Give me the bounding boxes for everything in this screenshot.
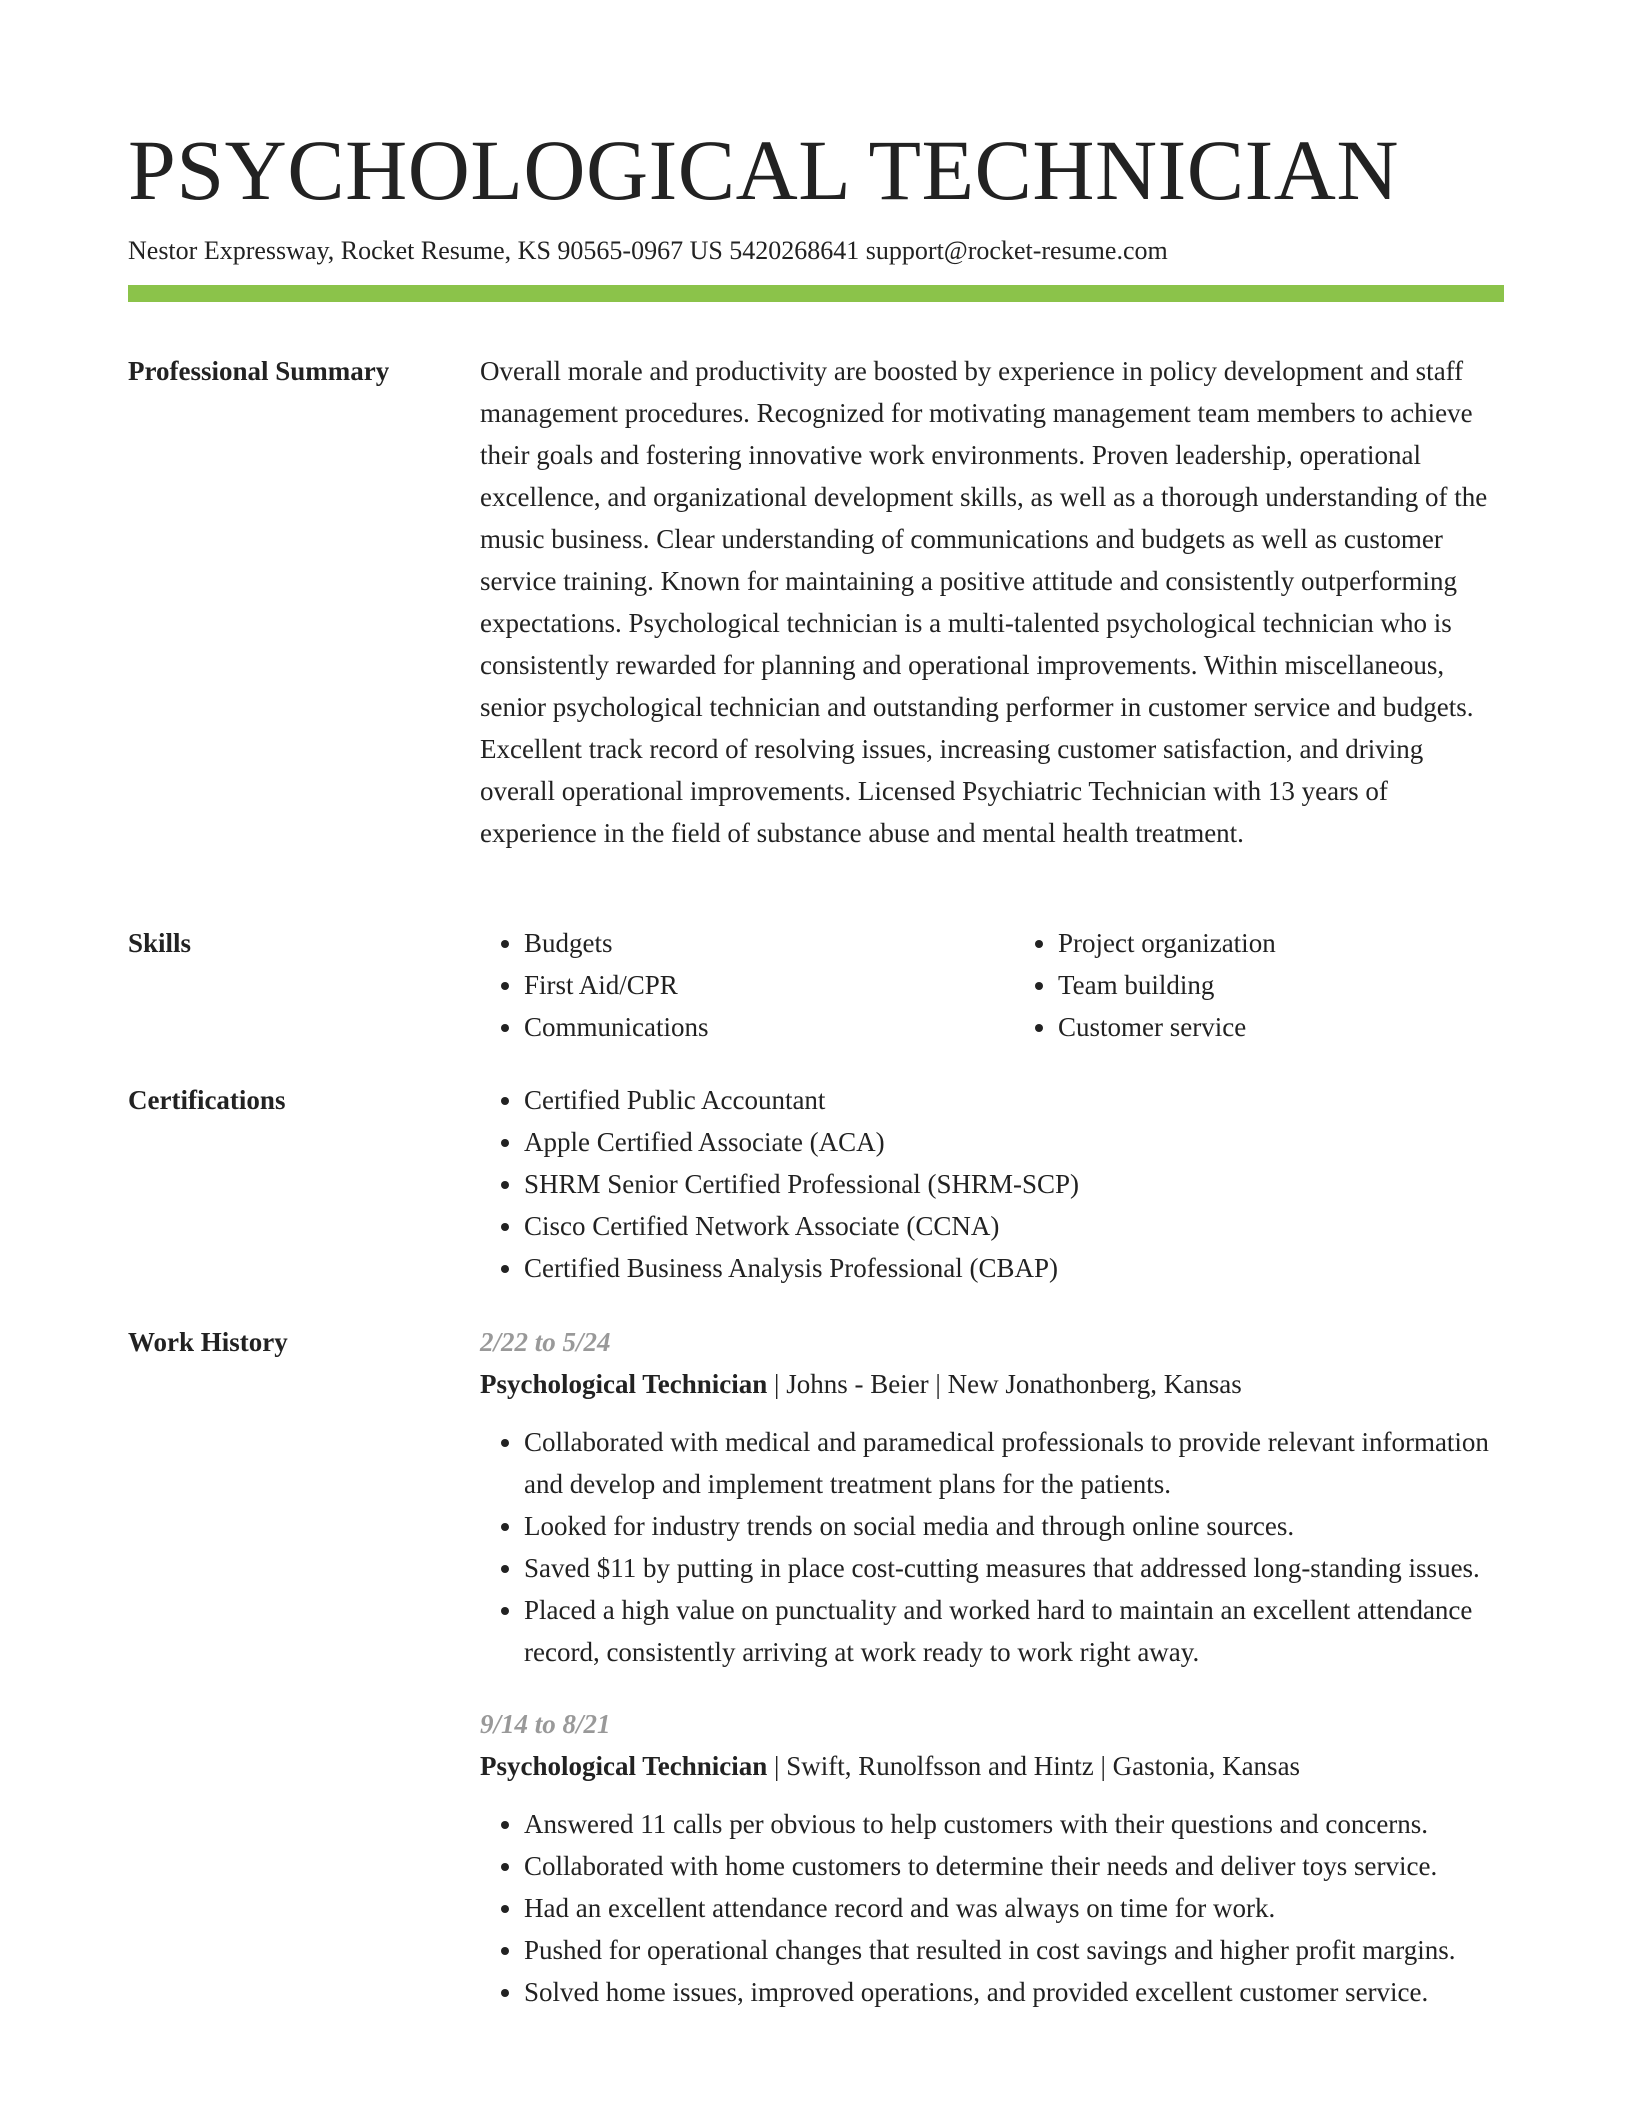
job-bullet: • Solved home issues, improved operations, and provided excellent customer service. bbox=[524, 1971, 1504, 2013]
resume-header bbox=[128, 118, 1504, 268]
job-bullet: • Placed a high value on punctuality and worked hard to maintain an excellent attendance record, consistently arriving at work ready to work right away. bbox=[524, 1589, 1504, 1673]
job-bullets bbox=[480, 1421, 1504, 1673]
job-dates: 9/14 to 8/21 bbox=[480, 1709, 611, 1739]
job-heading bbox=[480, 1745, 1504, 1787]
section-label-certifications: Certifications bbox=[128, 1085, 286, 1115]
job-dates: 2/22 to 5/24 bbox=[480, 1327, 611, 1357]
job-heading bbox=[480, 1363, 1504, 1405]
job-bullet: • Pushed for operational changes that resulted in cost savings and higher profit margins. bbox=[524, 1929, 1504, 1971]
certification-item: • Apple Certified Associate (ACA) bbox=[524, 1121, 1504, 1163]
accent-divider bbox=[128, 285, 1504, 302]
job-bullet: • Had an excellent attendance record and was always on time for work. bbox=[524, 1887, 1504, 1929]
summary-body bbox=[480, 350, 1504, 854]
certification-item: • Certified Public Accountant bbox=[524, 1079, 1504, 1121]
job-entry bbox=[480, 1703, 1504, 2013]
summary-text: Overall morale and productivity are boosted by experience in policy development and staff management procedures. Recognized for motivating management team members to achieve their goals and fostering innovative work environments. Proven leadership, operational excellence, and organizational development skills, as well as a thorough understanding of the music business. Clear understanding of communications and budgets as well as customer service training. Known for maintaining a positive attitude and consistently outperforming expectations. Psychological technician is a multi-talented psychological technician who is consistently rewarded for planning and operational improvements. Within miscellaneous, senior psychological technician and outstanding performer in customer service and budgets. Excellent track record of resolving issues, increasing customer satisfaction, and driving overall operational improvements. Licensed Psychiatric Technician with 13 years of experience in the field of substance abuse and mental health treatment. bbox=[480, 356, 1488, 848]
job-bullet: • Collaborated with medical and paramedical professionals to provide relevant information and develop and implement treatment plans for the patients. bbox=[524, 1421, 1504, 1505]
job-bullet: • Looked for industry trends on social media and through online sources. bbox=[524, 1505, 1504, 1547]
skill-item: • Team building bbox=[1058, 964, 1504, 1006]
skill-item: • Project organization bbox=[1058, 922, 1504, 964]
job-entry bbox=[480, 1321, 1504, 1673]
job-bullet: • Answered 11 calls per obvious to help customers with their questions and concerns. bbox=[524, 1803, 1504, 1845]
certification-item: • Certified Business Analysis Professional (CBAP) bbox=[524, 1247, 1504, 1289]
certifications-list bbox=[480, 1079, 1504, 1289]
skill-item: • Budgets bbox=[524, 922, 970, 964]
job-bullets bbox=[480, 1803, 1504, 2013]
skill-item: • Communications bbox=[524, 1006, 970, 1048]
contact-line: Nestor Expressway, Rocket Resume, KS 90565-0967 US 5420268641 support@rocket-resume.com bbox=[128, 236, 1168, 265]
section-label-summary: Professional Summary bbox=[128, 356, 390, 386]
skills-body bbox=[480, 922, 1504, 1048]
job-employer-location: | Johns - Beier | New Jonathonberg, Kansas bbox=[767, 1369, 1242, 1399]
skill-item: • First Aid/CPR bbox=[524, 964, 970, 1006]
job-role: Psychological Technician bbox=[480, 1369, 768, 1399]
job-employer-location: | Swift, Runolfsson and Hintz | Gastonia, Kansas bbox=[767, 1751, 1301, 1781]
skills-column-1 bbox=[480, 922, 970, 1048]
job-bullet: • Collaborated with home customers to determine their needs and deliver toys service. bbox=[524, 1845, 1504, 1887]
certification-item: • Cisco Certified Network Associate (CCNA) bbox=[524, 1205, 1504, 1247]
job-title-heading: PSYCHOLOGICAL TECHNICIAN bbox=[128, 122, 1399, 218]
section-label-work-history: Work History bbox=[128, 1327, 288, 1357]
certifications-body bbox=[480, 1079, 1504, 1289]
skill-item: • Customer service bbox=[1058, 1006, 1504, 1048]
work-history-body bbox=[480, 1321, 1504, 2013]
job-bullet: • Saved $11 by putting in place cost-cutting measures that addressed long-standing issues. bbox=[524, 1547, 1504, 1589]
job-role: Psychological Technician bbox=[480, 1751, 768, 1781]
skills-column-2 bbox=[1014, 922, 1504, 1048]
certification-item: • SHRM Senior Certified Professional (SHRM-SCP) bbox=[524, 1163, 1504, 1205]
section-label-skills: Skills bbox=[128, 928, 192, 958]
